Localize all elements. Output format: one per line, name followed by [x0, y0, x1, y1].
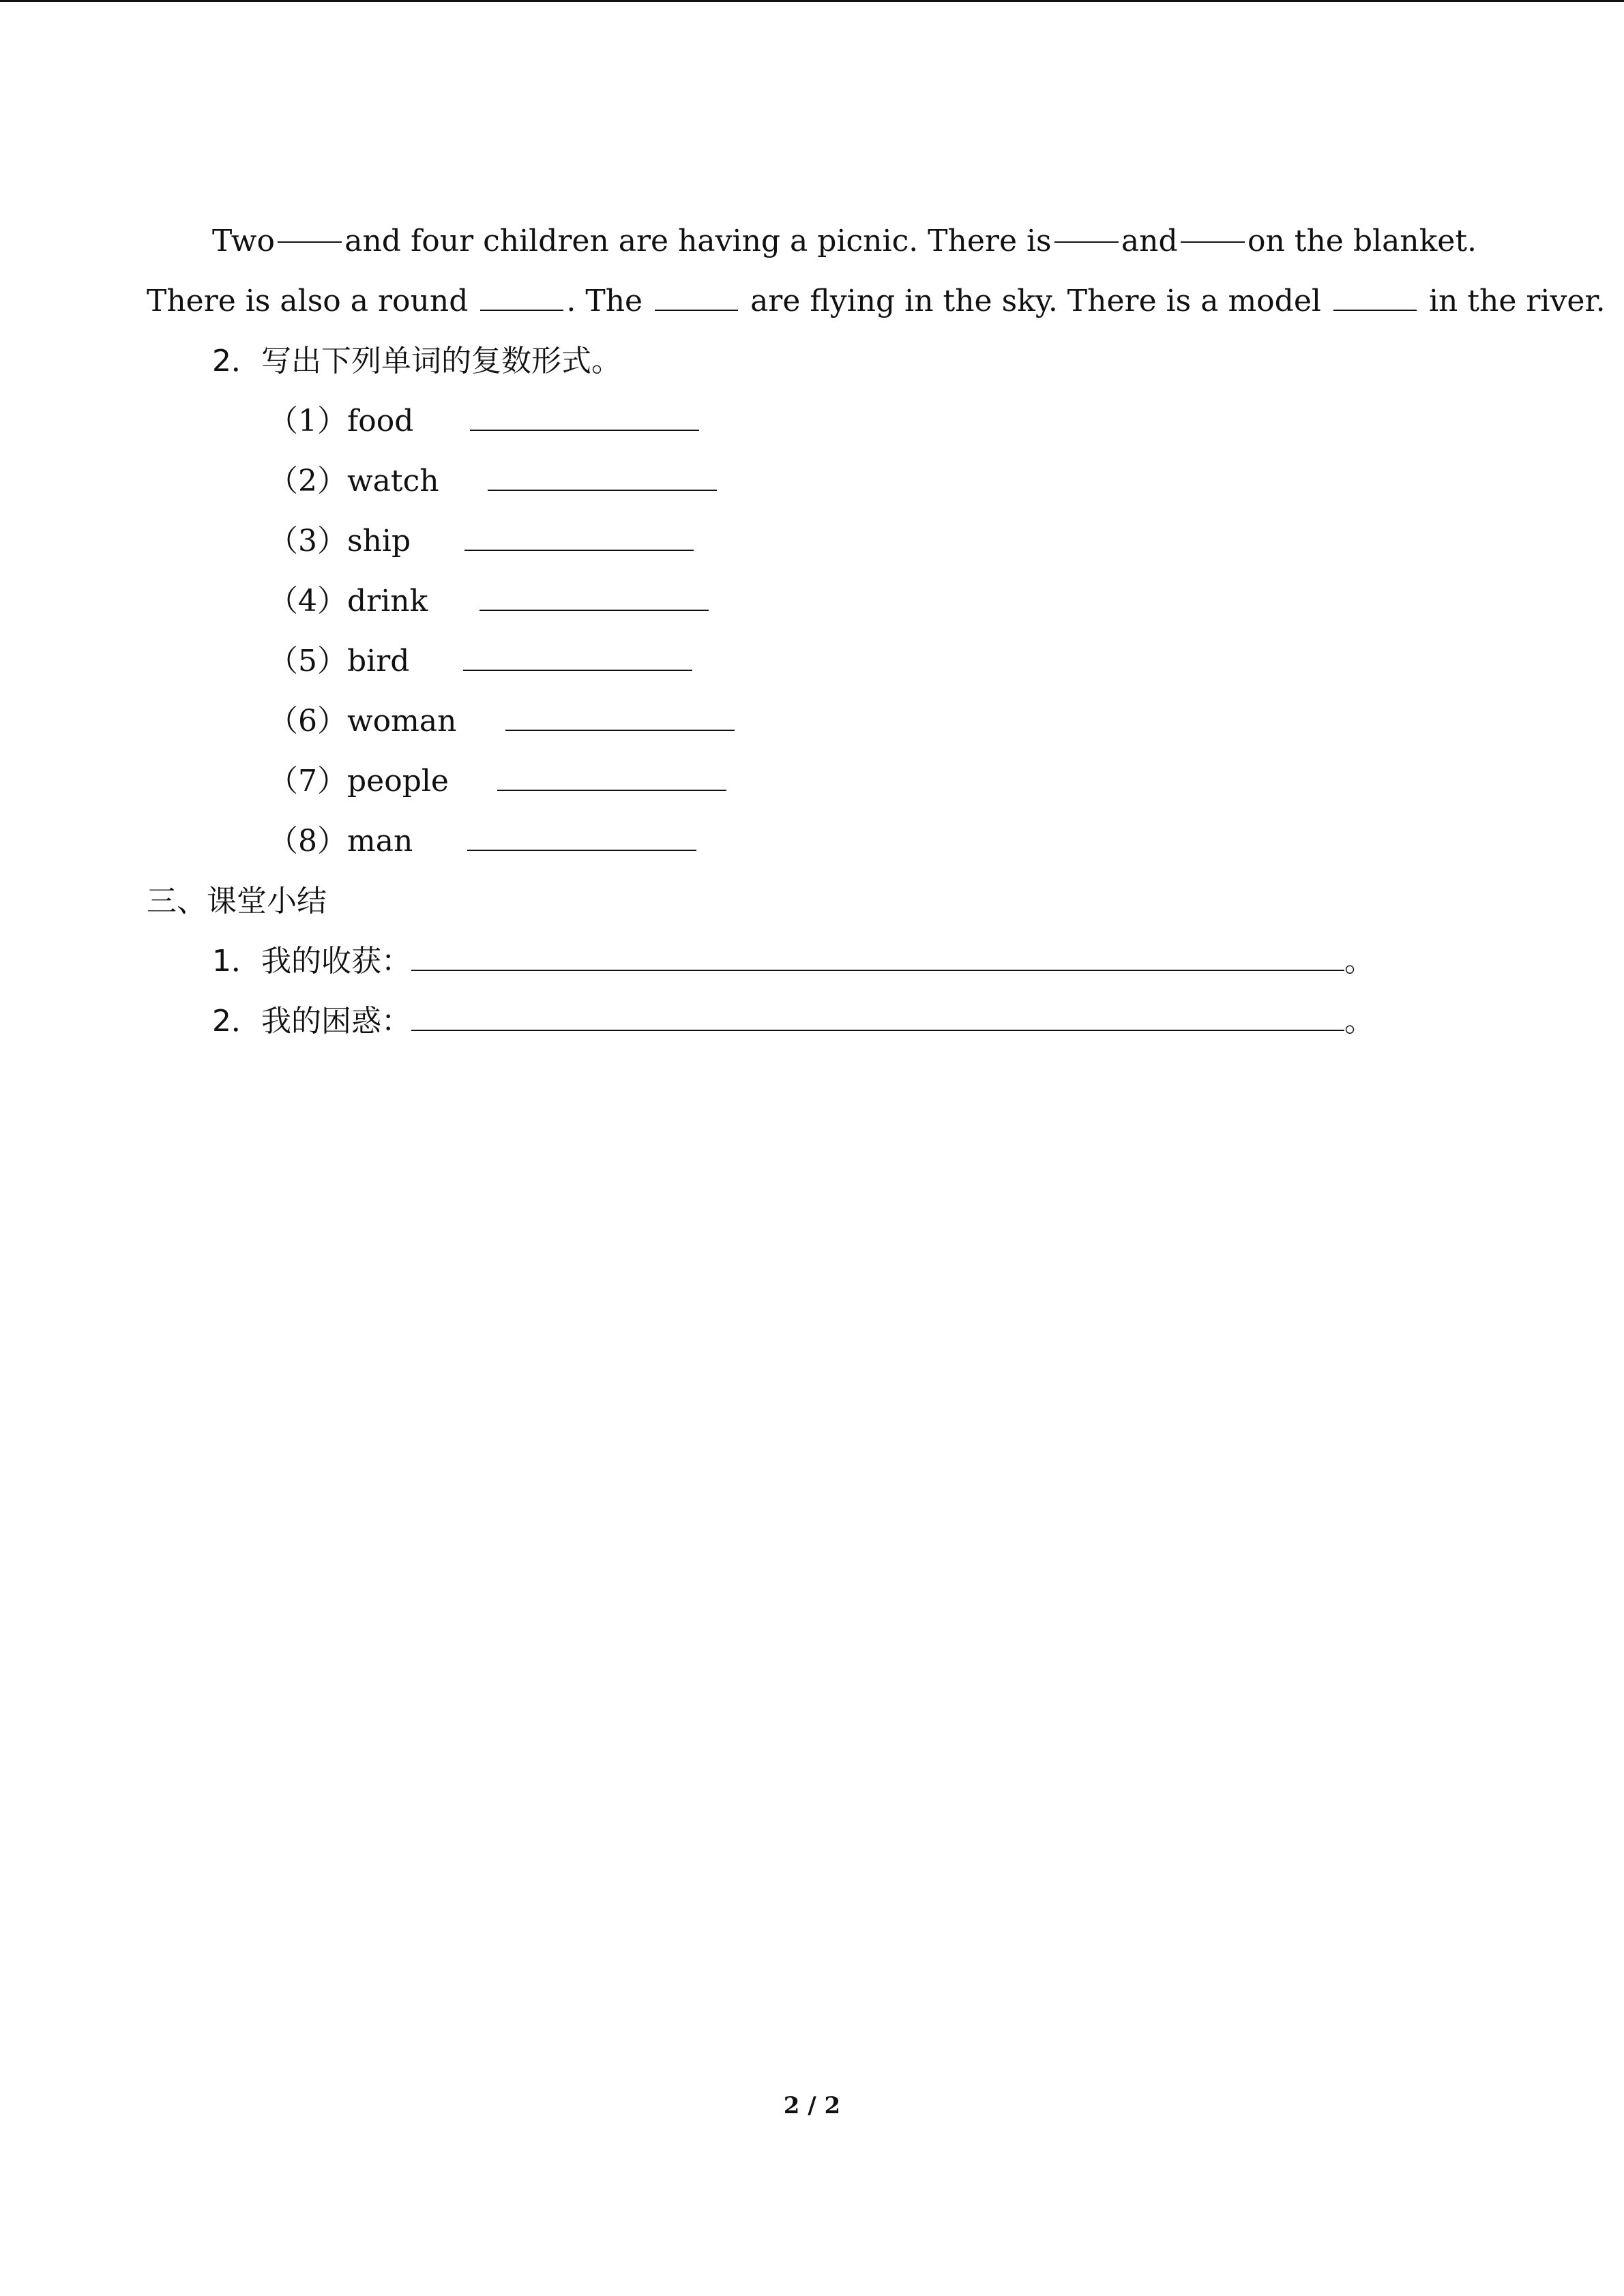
summary-label: 1．我的收获：: [212, 944, 411, 979]
item-label: （6）woman: [268, 704, 457, 739]
page-top-border: [0, 0, 1624, 2]
answer-blank[interactable]: [479, 580, 709, 611]
passage-text: on the blanket.: [1247, 224, 1477, 258]
fill-blank[interactable]: [1333, 280, 1417, 311]
answer-blank[interactable]: [488, 460, 717, 491]
answer-blank[interactable]: [497, 760, 726, 791]
fill-blank[interactable]: [480, 280, 563, 311]
answer-blank[interactable]: [505, 700, 735, 731]
fill-blank[interactable]: [655, 280, 738, 311]
plural-item-6: [147, 691, 1477, 751]
fill-blank[interactable]: [1054, 211, 1119, 243]
plural-item-3: [147, 511, 1477, 571]
passage-text: in the river.: [1428, 284, 1606, 318]
passage-text: and four children are having a picnic. There is: [344, 224, 1052, 258]
item-label: （7）people: [268, 764, 449, 799]
passage-text: There is also a round: [147, 284, 469, 318]
passage-line-2: [147, 271, 1606, 331]
summary-confusion: [147, 992, 1477, 1052]
plural-item-8: [147, 811, 1477, 871]
plural-item-1: [147, 391, 1477, 451]
section-2-heading: 2．写出下列单词的复数形式。: [212, 344, 621, 378]
item-label: （2）watch: [268, 464, 439, 498]
summary-gain: [147, 931, 1477, 992]
worksheet-content: [147, 211, 1606, 1052]
plural-item-4: [147, 571, 1477, 631]
passage-text: are flying in the sky. There is a model: [750, 284, 1321, 318]
item-label: （4）drink: [268, 584, 428, 618]
passage-text: Two: [212, 224, 275, 258]
summary-blank[interactable]: [411, 1000, 1344, 1031]
fill-blank[interactable]: [278, 211, 342, 243]
fill-blank[interactable]: [1181, 211, 1245, 243]
plural-item-5: [147, 631, 1477, 691]
item-label: （1）food: [268, 404, 414, 438]
answer-blank[interactable]: [470, 400, 699, 431]
page-number: 2 / 2: [783, 2092, 841, 2119]
section-3-heading: 三、课堂小结: [147, 884, 327, 919]
answer-blank[interactable]: [464, 520, 694, 551]
summary-blank[interactable]: [411, 940, 1344, 971]
answer-blank[interactable]: [467, 820, 696, 851]
plural-item-7: [147, 751, 1477, 811]
passage-text: . The: [566, 284, 643, 318]
item-label: （5）bird: [268, 644, 410, 679]
answer-blank[interactable]: [463, 640, 692, 671]
passage-line-1: [147, 211, 1477, 271]
item-label: （3）ship: [268, 524, 411, 558]
summary-end: 。: [1344, 1004, 1374, 1039]
passage-text: and: [1121, 224, 1178, 258]
item-label: （8）man: [268, 824, 413, 859]
summary-end: 。: [1344, 944, 1374, 979]
plural-item-2: [147, 451, 1477, 511]
summary-label: 2．我的困惑：: [212, 1004, 411, 1039]
